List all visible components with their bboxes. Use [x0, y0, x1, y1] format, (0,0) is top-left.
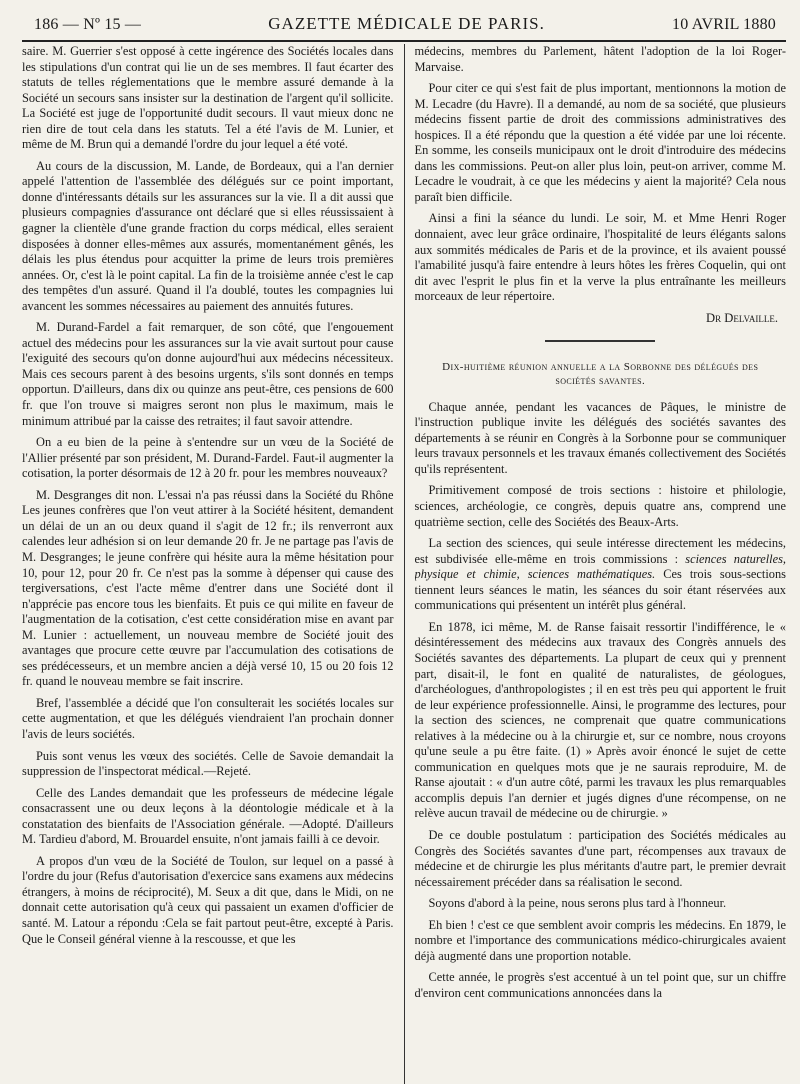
issue-date: 10 AVRIL 1880 [672, 16, 776, 33]
journal-title: GAZETTE MÉDICALE DE PARIS. [268, 14, 545, 33]
article-columns [22, 44, 786, 1084]
paragraph: Bref, l'assemblée a décidé que l'on consulterait les sociétés locales sur cette augmentation, et que les délégués viendraient l'an prochain donner l'avis de leurs sociétés. [22, 695, 394, 741]
paragraph: Au cours de la discussion, M. Lande, de Bordeaux, qui a l'an dernier appelé l'attention de l'assemblée des délégués sur ce point important, donne d'intéressants détails sur les assurances sur la vie. Il a dit aussi que plusieurs compagnies d'assurance ont déclaré que si elles réussissaient à gagner la clientèle d'une grande fraction du corps médical, elles seraient disposées à donner elles-mêmes aux assurés, momentanément gênés, les délais les plus étendus pour acquitter la prime de leurs trois premières années. Or, c'est là le point capital. La fin de la troisième année c'est le cap des tempêtes d'un assuré. Quand il l'a doublé, toutes les compagnies lui avancent les sommes nécessaires au paiement des annuités futures. [22, 158, 394, 313]
paragraph [415, 536, 787, 614]
paragraph: En 1878, ici même, M. de Ranse faisait ressortir l'indifférence, le « désintéressement des médecins aux travaux des Congrès annuels des Sociétés savantes des départements. La plupart de ceux qui y prennent part, disait-il, le font en qualité de naturalistes, de géologues, d'archéologues, d'anthropologistes ; il en est très peu qui apportent le fruit de leur expérience professionnelle. Ainsi, le programme des lectures, pour la section des sciences, ne comprenait que quatre communications relatives à la médecine ou à la chirurgie et, sur ce nombre, nous croyons qu'une seule a pu être faite. (1) » Après avoir énoncé le sujet de cette communication en quelques mots que je ne saurais reproduire, M. de Ranse ajoutait : « d'un autre côté, parmi les travaux les plus remarquables accomplis depuis l'an dernier et jugés dignes d'une récompense, on ne relève aucun travail de médecine ou de chirurgie. » [414, 619, 786, 821]
text-run: Ces trois sous-sections tiennent leurs séances le matin, les séances du soir étant réservées aux communications qui présentent un intérêt plus général. [414, 567, 786, 613]
paragraph: M. Desgranges dit non. L'essai n'a pas réussi dans la Société du Rhône Les jeunes confrères que l'on veut attirer à la Société hésitent, demandent un délai de un an ou deux quand il s'agit de 12 fr.; ils renverront aux calendes leur adhésion si on leur demande 20 fr. Je ne partage pas l'avis de M. Desgranges; le jeune confrère qui hésite aura la même hésitation pour 10, pour 12, pour 20 fr. Ce n'est pas la somme à dépenser qui cause des tergiversations, c'est l'acte même d'entrer dans une Société dont il n'apprécie pas encore tous les bienfaits. Et puis ce qui milite en faveur de l'augmentation de la cotisation, c'est cette considération mise en avant par M. Lunier : actuellement, un nouveau membre de Société jouit des avantages que procure cette œuvre par l'accumulation des cotisations de ses prédécesseurs, et un membre ancien a déjà versé 10, 15 ou 20 fois 12 fr. quand le nouveau membre se fait inscrire. [22, 487, 394, 689]
paragraph: saire. M. Guerrier s'est opposé à cette ingérence des Sociétés locales dans les stipulations d'un contrat qui lie un de ses membres. Il faut écarter des statuts de telles réglementations que le membre assuré demande à la Société un secours sans insister sur la destination de l'argent qu'il sollicite. La Société est juge de l'opportunité dudit secours. Il vaut mieux donc ne rien dire de tout cela dans les statuts. Tel a été l'avis de M. Lunier, et même de M. Brun qui a demandé l'ordre du jour lequel a été voté. [22, 44, 394, 152]
page-header [22, 14, 786, 42]
section-title: Dix-huitième réunion annuelle a la Sorbonne des délégués des sociétés savantes. [442, 360, 759, 387]
paragraph: Cette année, le progrès s'est accentué à un tel point que, sur un chiffre d'environ cent communications annoncées dans la [414, 970, 786, 1000]
paragraph: Celle des Landes demandait que les professeurs de médecine légale consacrassent une ou deux leçons à la déontologie médicale et à la constatation des bienfaits de l'Association générale. —Adopté. D'ailleurs M. Tardieu d'abord, M. Brouardel ensuite, n'ont jamais failli à ce devoir. [22, 785, 394, 847]
author-signature: Dr Delvaille. [706, 310, 778, 325]
paragraph: Soyons d'abord à la peine, nous serons plus tard à l'honneur. [428, 896, 727, 911]
paragraph: De ce double postulatum : participation des Sociétés médicales au Congrès des Sociétés savantes d'une part, récompenses aux travaux de médecine et de chirurgie les plus méritants d'autre part, le premier devrait nécessairement précéder dans sa réalisation le second. [414, 827, 786, 889]
page-number: 186 — Nº 15 — [34, 16, 142, 33]
paragraph: Ainsi a fini la séance du lundi. Le soir, M. et Mme Henri Roger donnaient, avec leur grâce ordinaire, l'hospitalité de leurs élégants salons aux sommités médicales de Paris et de la province, et ils avaient poussé l'amabilité jusqu'à faire entendre à leurs hôtes les frères Coquelin, qui ont dit avec l'esprit le plus fin et la verve la plus entraînante les meilleurs morceaux de leur répertoire. [414, 211, 786, 304]
paragraph: Eh bien ! c'est ce que semblent avoir compris les médecins. En 1879, le nombre et l'importance des communications médico-chirurgicales avaient déjà augmenté dans une proportion notable. [414, 917, 786, 963]
paragraph: Puis sont venus les vœux des sociétés. Celle de Savoie demandait la suppression de l'inspectorat médical.—Rejeté. [22, 748, 394, 779]
paragraph: A propos d'un vœu de la Société de Toulon, sur lequel on a passé à l'ordre du jour (Refus d'autorisation d'exercice sans examens aux médecins étrangers, à moins de réciprocité), M. Seux a dit que, dans le Midi, on ne donnait cette autorisation qu'à ceux qui passaient un examen d'officier de santé. M. Latour a répondu :Cela se fait partout peut-être, excepté à Paris. Que le Conseil général vienne à la rescousse, et que les [22, 853, 394, 946]
left-column [22, 44, 394, 1084]
paragraph: médecins, membres du Parlement, hâtent l'adoption de la loi Roger-Marvaise. [414, 44, 786, 74]
paragraph: Primitivement composé de trois sections : histoire et philologie, sciences, archéologie, ce congrès, depuis quatre ans, comprend une quatrième section, celle des Sociétés des Beaux-Arts. [414, 483, 786, 529]
paragraph: Pour citer ce qui s'est fait de plus important, mentionnons la motion de M. Lecadre (du Havre). Il a demandé, au nom de sa société, que plusieurs médecins fissent partie de droit des commissions administratives des hospices. Il a été répondu que la question a été vidée par une loi récente. En somme, les conseils municipaux ont le droit d'introduire des médecins dans les commissions. Peut-on aller plus loin, peut-on arriver, comme M. Lecadre le voudrait, à ce que les médecins y aient la majorité? Cela nous paraît bien difficile. [414, 81, 786, 204]
italic-run: sciences naturelles, physique et chimie, sciences mathématiques. [414, 551, 786, 582]
text-run: La section des sciences, qui seule intéresse directement les médecins, est subdivisée elle-même en trois commissions : [414, 536, 786, 566]
paragraph: M. Durand-Fardel a fait remarquer, de son côté, que l'engouement actuel des médecins pour les assurances sur la vie avait surtout pour cause l'exiguité des secours qu'on donne aujourd'hui aux médecins nécessiteux. Mais ces secours parent à des besoins urgents, s'ils sont donnés en temps opportun. D'ailleurs, dans dix ou quinze ans peut-être, ces pensions de 600 fr. que l'on trouve si maigres seront non plus le maximum, mais le minimum attribué par la caisse des retraites; il faut savoir attendre. [22, 320, 394, 428]
paragraph: Chaque année, pendant les vacances de Pâques, le ministre de l'instruction publique invite les délégués des sociétés savantes des départements à se réunir en Congrès à la Sorbonne pour se communiquer leurs travaux personnels et les travaux émanés collectivement des Sociétés qu'ils représentent. [414, 399, 786, 476]
column-divider [404, 44, 405, 1084]
section-rule [545, 340, 655, 342]
paragraph: On a eu bien de la peine à s'entendre sur un vœu de la Société de l'Allier présenté par son président, M. Durand-Fardel. Faut-il augmenter la cotisation, la porter désormais de 12 à 20 fr. pour les membres nouveaux? [22, 435, 394, 481]
right-column [415, 44, 787, 1084]
